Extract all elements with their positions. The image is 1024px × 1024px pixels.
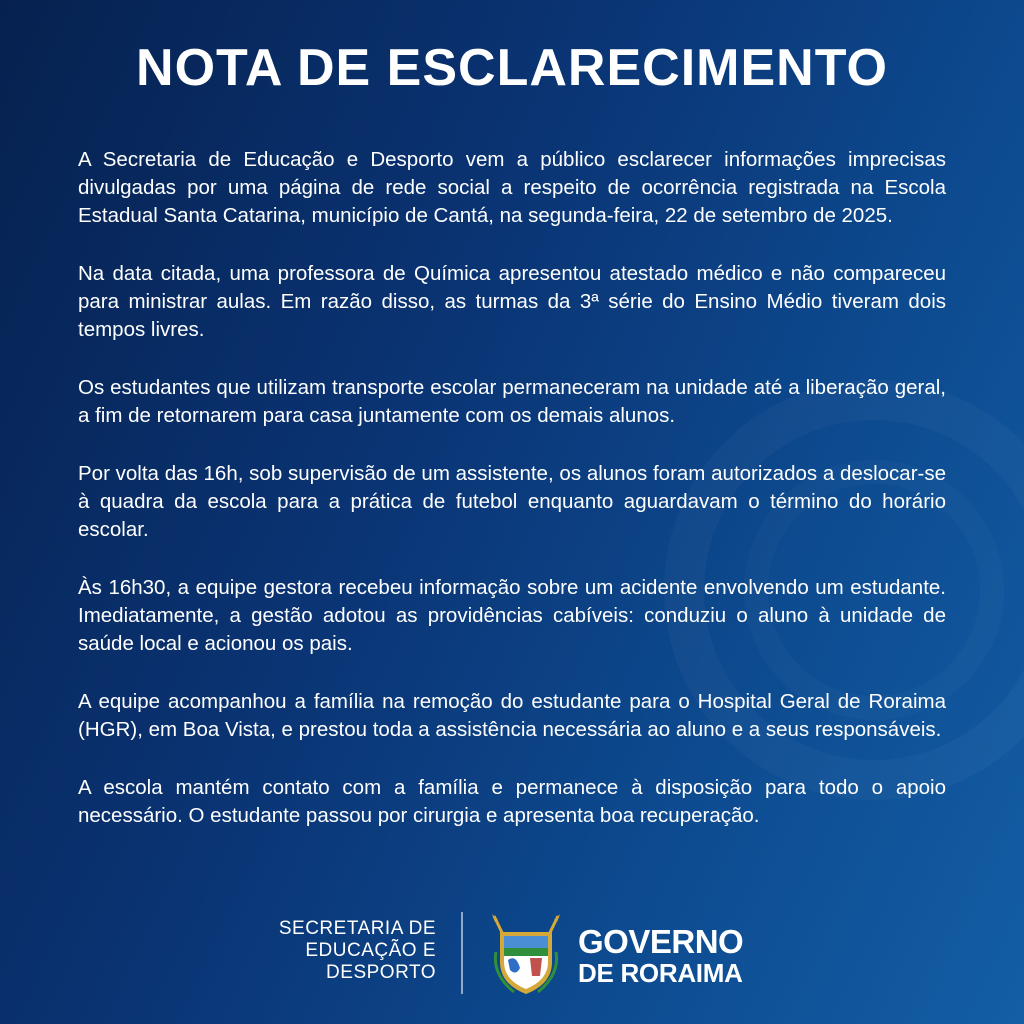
secretaria-line: DESPORTO (326, 962, 436, 983)
paragraph: A equipe acompanhou a família na remoção do estudante para o Hospital Geral de Roraima (HGR), em Boa Vista, e prestou toda a assistência necessária ao aluno e a seus responsáveis. (78, 690, 946, 741)
logo-divider (461, 912, 463, 994)
governo-logo-text (578, 923, 744, 988)
roraima-coat-of-arms-icon (486, 912, 566, 998)
footer-logos (0, 908, 1024, 998)
governo-line-1: GOVERNO (578, 923, 744, 960)
page-title: NOTA DE ESCLARECIMENTO (136, 39, 888, 97)
governo-line-2: DE RORAIMA (578, 958, 743, 988)
secretaria-line: EDUCAÇÃO E (305, 940, 436, 961)
paragraph: A escola mantém contato com a família e permanece à disposição para todo o apoio necessário. O estudante passou por cirurgia e apresenta boa recuperação. (78, 776, 946, 827)
paragraph: Os estudantes que utilizam transporte escolar permaneceram na unidade até a liberação geral, a fim de retornarem para casa juntamente com os demais alunos. (78, 376, 946, 427)
secretaria-logo-text (240, 918, 436, 984)
announcement-body (78, 146, 946, 860)
paragraph: Às 16h30, a equipe gestora recebeu informação sobre um acidente envolvendo um estudante. Imediatamente, a gestão adotou as providências cabíveis: conduziu o aluno à unidade de saúde local e acionou os pais. (78, 576, 946, 655)
paragraph: A Secretaria de Educação e Desporto vem a público esclarecer informações imprecisas divulgadas por uma página de rede social a respeito de ocorrência registrada na Escola Estadual Santa Catarina, município de Cantá, na segunda-feira, 22 de setembro de 2025. (78, 148, 946, 227)
paragraph: Na data citada, uma professora de Química apresentou atestado médico e não compareceu para ministrar aulas. Em razão disso, as turmas da 3ª série do Ensino Médio tiveram dois tempos livres. (78, 262, 946, 341)
secretaria-line: SECRETARIA DE (278, 918, 436, 939)
paragraph: Por volta das 16h, sob supervisão de um assistente, os alunos foram autorizados a deslocar-se à quadra da escola para a prática de futebol enquanto aguardavam o término do horário escolar. (78, 462, 946, 541)
